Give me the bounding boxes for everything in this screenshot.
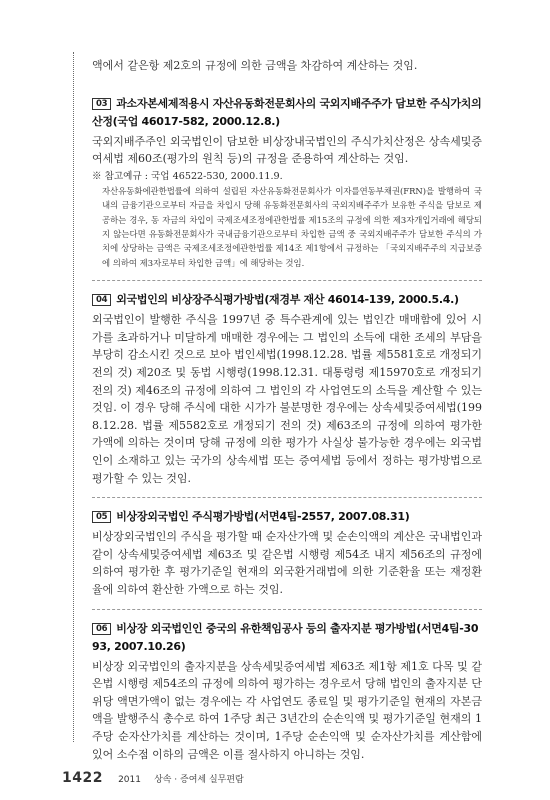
reference-note-label: ※ 참고예규 : 국업 46522-530, 2000.11.9. bbox=[92, 170, 283, 182]
section-title bbox=[92, 95, 482, 131]
section-number-badge: 06 bbox=[92, 623, 111, 635]
section-05 bbox=[92, 508, 482, 598]
section-06 bbox=[92, 620, 482, 764]
footer-book-title: 상속 · 증여세 실무편람 bbox=[154, 775, 244, 785]
section-divider bbox=[92, 497, 482, 498]
footer-year: 2011 bbox=[118, 775, 141, 785]
intro-paragraph: 액에서 같은항 제2호의 규정에 의한 금액을 차감하여 계산하는 것임. bbox=[92, 59, 418, 72]
reference-note-body: 자산유동화에관한법률에 의하여 설립된 자산유동화전문회사가 이자를연동부채권(FRN)을 발행하여 국내의 금융기관으로부터 자금을 차입시 당해 유동화전문회사의 국외지배주주가 보유한 주식을 담보로 제공하는 경우, 동 자금의 차입이 국제조세조정에관한법률 제15조의 규정에 의한 제3자개입거래에 해당되지 않는다면 유동화전문회사가 국내금융기관으로부터 차입한 금액 중 국외지배주주가 담보한 주식의 가치에 상당하는 금액은 국제조세조정에관한법률 제14조 제1항에서 규정하는 「국외지배주주의 지급보증에 의하여 제3자로부터 차입한 금액」에 해당하는 것임. bbox=[102, 185, 482, 268]
section-divider bbox=[92, 280, 482, 281]
section-divider bbox=[92, 609, 482, 610]
section-03 bbox=[92, 95, 482, 271]
section-body: 비상장 외국법인의 출자지분을 상속세및증여세법 제63조 제1항 제1호 다목 및 같은법 시행령 제54조의 규정에 의하여 평가하는 경우로서 당해 법인의 출자지분 단위당 액면가액이 없는 경우에는 각 사업연도 종료일 및 평가기준일 현재의 자본금액을 발행주식 총수로 하여 1주당 최근 3년간의 순손익액 및 평가기준일 현재의 1주당 순자산가치를 계산하는 것이며, 1주당 순손익액 및 순자산가치를 계산함에 있어 소수점 이하의 금액은 이를 절사하지 아니하는 것임. bbox=[92, 659, 482, 761]
section-title-text: 과소자본세제적용시 자산유동화전문회사의 국외지배주주가 담보한 주식가치의 산정(국업 46017-582, 2000.12.8.) bbox=[92, 96, 482, 128]
section-number-badge: 04 bbox=[92, 294, 111, 306]
section-body: 국외지배주주인 외국법인이 담보한 비상장내국법인의 주식가치산정은 상속세및증여세법 제60조(평가의 원칙 등)의 규정을 준용하여 계산하는 것임. bbox=[92, 134, 482, 166]
page-number: 1422 bbox=[62, 770, 103, 786]
section-04 bbox=[92, 291, 482, 487]
section-title bbox=[92, 291, 482, 309]
section-title-text: 비상장외국법인 주식평가방법(서면4팀-2557, 2007.08.31) bbox=[116, 510, 410, 524]
section-body: 외국법인이 발행한 주식을 1997년 중 특수관계에 있는 법인간 매매함에 있어 시가를 초과하거나 미달하게 매매한 경우에는 그 법인의 소득에 대한 조세의 부담을 부당히 감소시킨 것으로 보아 법인세법(1998.12.28. 법률 제5581호로 개정되기 전의 것) 제20조 및 동법 시행령(1998.12.31. 대통령령 제15970호로 개정되기 전의 것) 제46조의 규정에 의하여 그 법인의 각 사업연도의 소득을 계산할 수 있는 것임. 이 경우 당해 주식에 대한 시가가 불분명한 경우에는 상속세및증여세법(1998.12.28. 법률 제5582호로 개정되기 전의 것) 제63조의 규정에 의하여 평가한 가액에 의하는 것이며 당해 규정에 의한 평가가 사실상 불가능한 경우에는 외국법인이 소재하고 있는 국가의 상속세법 또는 증여세법 등에서 정하는 평가방법으로 평가할 수 있는 것임. bbox=[92, 313, 482, 485]
page-body bbox=[92, 57, 482, 763]
section-title-text: 비상장 외국법인인 중국의 유한책임공사 등의 출자지분 평가방법(서면4팀-3093, 2007.10.26) bbox=[92, 621, 479, 653]
section-title bbox=[92, 508, 482, 526]
left-margin-rule bbox=[73, 52, 74, 742]
section-title-text: 외국법인의 비상장주식평가방법(재경부 재산 46014-139, 2000.5.4.) bbox=[116, 293, 459, 307]
section-number-badge: 03 bbox=[92, 98, 111, 110]
section-body: 비상장외국법인의 주식을 평가할 때 순자산가액 및 순손익액의 계산은 국내법인과 같이 상속세및증여세법 제63조 및 같은법 시행령 제54조 내지 제56조의 규정에 의하여 평가한 후 평가기준일 현재의 외국환거래법에 의한 기준환율 또는 재정환율에 의하여 환산한 가액으로 하는 것임. bbox=[92, 530, 482, 596]
page-footer bbox=[62, 767, 244, 786]
section-title bbox=[92, 620, 482, 656]
section-number-badge: 05 bbox=[92, 511, 111, 523]
